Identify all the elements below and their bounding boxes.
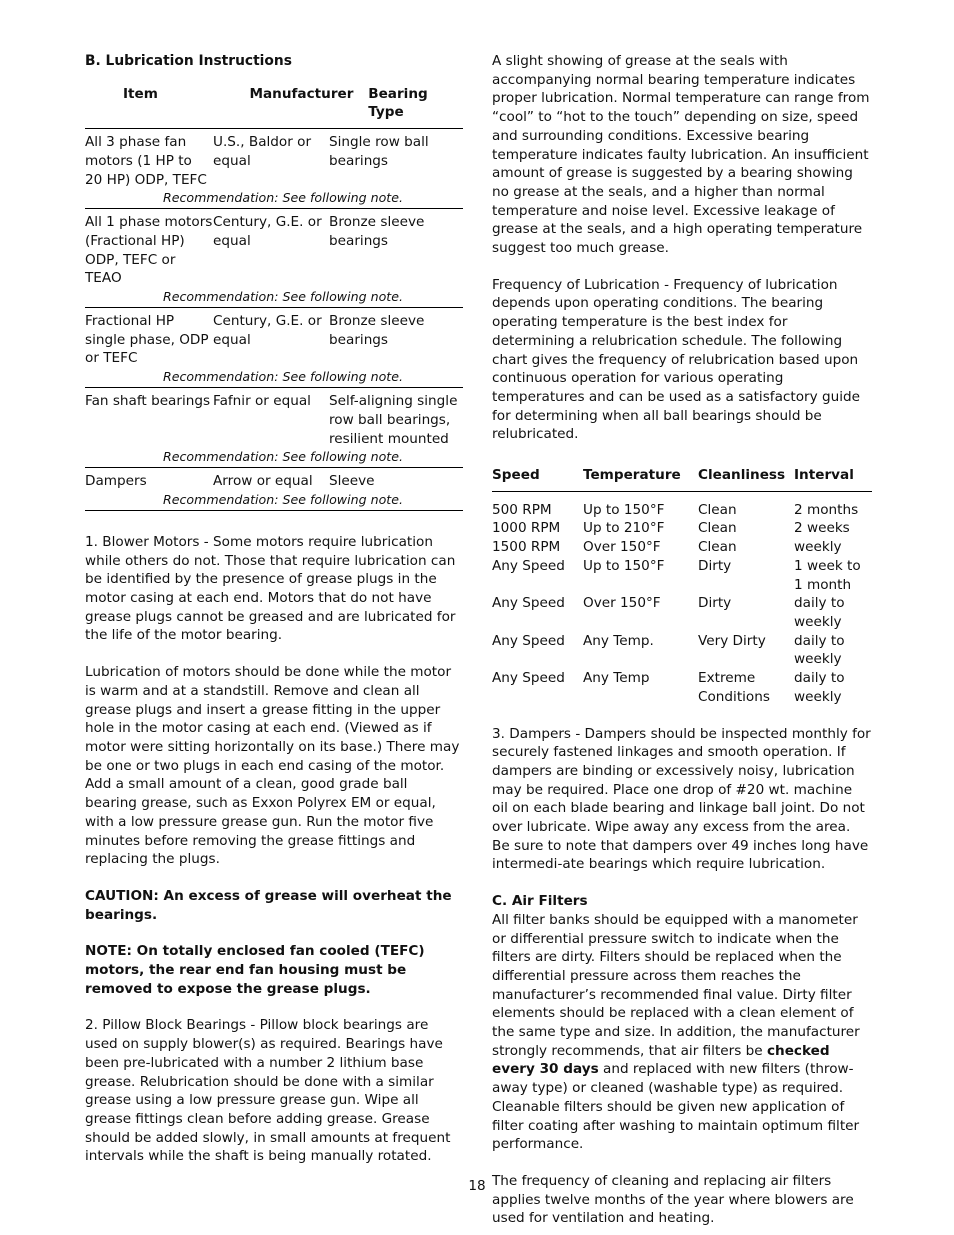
recommendation-note: Recommendation: See following note. — [163, 190, 403, 206]
cell-cleanliness: Extreme Conditions — [698, 670, 770, 705]
table-row — [492, 519, 872, 538]
table-row — [492, 557, 872, 594]
right-column — [492, 52, 872, 1228]
cell-item: All 1 phase motors (Fractional HP) ODP, TEFC or TEAO — [85, 214, 213, 287]
cell-cleanliness: Clean — [698, 501, 737, 518]
cell-manufacturer: Century, G.E. or equal — [213, 313, 322, 348]
cell-temperature: Up to 150°F — [583, 501, 665, 518]
lubrication-table-header — [85, 85, 463, 129]
header-manufacturer: Manufacturer — [249, 85, 354, 102]
header-speed: Speed — [492, 467, 540, 484]
cell-interval: weekly — [794, 539, 842, 556]
table-row — [492, 669, 872, 706]
recommendation-note: Recommendation: See following note. — [163, 369, 403, 385]
paragraph-pillow-block: 2. Pillow Block Bearings - Pillow block bearings are used on supply blower(s) as required. Bearings have been pre-lubricated with a number 2 lithium base grease. Relubrication should be done with a similar grease using a low pressure grease gun. Wipe all grease fittings clean before adding grease. Grease should be added slowly, in small amounts at frequent intervals while the shaft is being manually rotated. — [85, 1017, 451, 1165]
cell-temperature: Any Temp. — [583, 632, 654, 649]
cell-bearing: Sleeve — [329, 473, 375, 490]
recommendation-note: Recommendation: See following note. — [163, 449, 403, 465]
left-column — [85, 52, 463, 1166]
cell-speed: Any Speed — [492, 670, 565, 687]
cell-bearing: Single row ball bearings — [329, 134, 429, 169]
cell-temperature: Up to 150°F — [583, 557, 665, 574]
table-row — [492, 632, 872, 669]
page-number: 18 — [468, 1178, 486, 1194]
cell-manufacturer: Arrow or equal — [213, 473, 313, 490]
note-text: NOTE: On totally enclosed fan cooled (TEFC) motors, the rear end fan housing must be removed to expose the grease plugs. — [85, 943, 425, 997]
cell-interval: daily to weekly — [794, 632, 845, 668]
cell-temperature: Up to 210°F — [583, 520, 665, 537]
table-row — [85, 468, 463, 511]
header-interval: Interval — [794, 467, 854, 484]
section-heading-lubrication: B. Lubrication Instructions — [85, 53, 292, 69]
cell-interval: 2 months — [794, 501, 859, 518]
relubrication-table — [492, 466, 872, 706]
lubrication-table — [85, 85, 463, 511]
cell-bearing: Self-aligning single row ball bearings, resilient mounted — [329, 393, 458, 447]
filters-text-b: and replaced with new filters (throw-away type) or cleaned (washable type) as required. Cleanable filters should be given new application of filter coating after washing to maintain optimum filter performance. — [492, 1061, 860, 1153]
paragraph-air-filters — [492, 911, 872, 1154]
cell-interval: 2 weeks — [794, 520, 850, 537]
cell-speed: 1000 RPM — [492, 520, 561, 537]
cell-speed: 500 RPM — [492, 501, 552, 518]
cell-manufacturer: U.S., Baldor or equal — [213, 134, 312, 169]
cell-bearing: Bronze sleeve bearings — [329, 214, 425, 249]
paragraph-filter-frequency: The frequency of cleaning and replacing air filters applies twelve months of the year where blowers are used for ventilation and heating. — [492, 1172, 854, 1227]
table-row — [492, 594, 872, 631]
header-temperature: Temperature — [583, 467, 681, 484]
table-row — [85, 209, 463, 308]
cell-cleanliness: Clean — [698, 539, 737, 556]
paragraph-dampers: 3. Dampers - Dampers should be inspected monthly for securely fastened linkages and smooth operation. If dampers are binding or excessively noisy, lubrication may be required. Place one drop of #20 wt. machine oil on each blade bearing and linkage ball joint. Do not over lubricate. Wipe away any excess from the area. Be sure to note that dampers over 49 inches long have intermedi-ate bearings which require lubrication. — [492, 725, 871, 873]
table-row — [492, 538, 872, 557]
caution-text: CAUTION: An excess of grease will overheat the bearings. — [85, 887, 452, 923]
relubrication-table-header — [492, 466, 872, 492]
cell-cleanliness: Very Dirty — [698, 632, 766, 649]
cell-manufacturer: Century, G.E. or equal — [213, 214, 322, 249]
filters-text-bold: checked every 30 days — [492, 1042, 830, 1078]
cell-manufacturer: Fafnir or equal — [213, 393, 311, 410]
table-row — [85, 388, 463, 468]
header-item: Item — [123, 85, 158, 102]
table-row — [85, 308, 463, 388]
header-cleanliness: Cleanliness — [698, 467, 786, 484]
cell-cleanliness: Dirty — [698, 557, 732, 574]
paragraph-motor-lubrication: Lubrication of motors should be done while the motor is warm and at a standstill. Remove and clean all grease plugs and insert a grease fitting in the upper hole in the motor casing at each end. (Viewed as if motor were sitting horizontally on its base.) There may be one or two plugs in each end casing of the motor. Add a small amount of a clean, good grade ball bearing grease, such as Exxon Polyrex EM or equal, with a low pressure grease gun. Run the motor five minutes before removing the grease fittings and replacing the plugs. — [85, 664, 460, 868]
filters-text-a: All filter banks should be equipped with a manometer or differential pressure switch to indicate when the filters are dirty. Filters should be replaced when the differential pressure across them reaches the manufacturer’s recommended final value. Dirty filter elements should be replaced with a clean element of the same type and size. In addition, the manufacturer strongly recommends, that air filters be — [492, 911, 860, 1059]
paragraph-frequency: Frequency of Lubrication - Frequency of lubrication depends upon operating conditions. The bearing operating temperature is the best index for determining a relubrication schedule. The following chart gives the frequency of relubrication based upon continuous operation for various operating temperatures and can be used as a satisfactory guide for determining when all ball bearings should be relubricated. — [492, 276, 861, 443]
cell-item: Fan shaft bearings — [85, 393, 211, 410]
cell-speed: Any Speed — [492, 595, 565, 612]
recommendation-note: Recommendation: See following note. — [163, 491, 403, 507]
cell-cleanliness: Dirty — [698, 595, 732, 612]
paragraph-grease-showing: A slight showing of grease at the seals with accompanying normal bearing temperature indicates proper lubrication. Normal temperature can range from “cool” to “hot to the touch” depending on size, speed and surrounding conditions. Excessive bearing temperature indicates faulty lubrication. An insufficient amount of grease is suggested by a bearing showing no grease at the seals, and a higher than normal temperature and noise level. Excessive leakage of grease at the seals, and a high operating temperature suggest too much grease. — [492, 53, 870, 257]
cell-speed: 1500 RPM — [492, 539, 561, 556]
table-row — [85, 129, 463, 209]
cell-interval: 1 week to 1 month — [794, 557, 861, 593]
cell-speed: Any Speed — [492, 557, 565, 574]
cell-item: Fractional HP single phase, ODP or TEFC — [85, 313, 209, 367]
header-bearing-type: Bearing Type — [368, 85, 428, 121]
cell-item: Dampers — [85, 473, 147, 490]
recommendation-note: Recommendation: See following note. — [163, 289, 403, 305]
section-heading-air-filters: C. Air Filters — [492, 893, 588, 910]
cell-temperature: Over 150°F — [583, 595, 661, 612]
cell-bearing: Bronze sleeve bearings — [329, 313, 425, 348]
cell-interval: daily to weekly — [794, 670, 845, 705]
cell-speed: Any Speed — [492, 632, 565, 649]
table-row — [492, 501, 872, 520]
cell-item: All 3 phase fan motors (1 HP to 20 HP) ODP, TEFC — [85, 134, 207, 188]
cell-cleanliness: Clean — [698, 520, 737, 537]
cell-interval: daily to weekly — [794, 595, 845, 630]
cell-temperature: Over 150°F — [583, 539, 661, 556]
paragraph-blower-motors: 1. Blower Motors - Some motors require lubrication while others do not. Those that require lubrication can be identified by the presence of grease plugs in the motor casing at each end. Motors that do not have grease plugs cannot be greased and are lubricated for the life of the motor bearing. — [85, 533, 456, 644]
cell-temperature: Any Temp — [583, 670, 650, 687]
